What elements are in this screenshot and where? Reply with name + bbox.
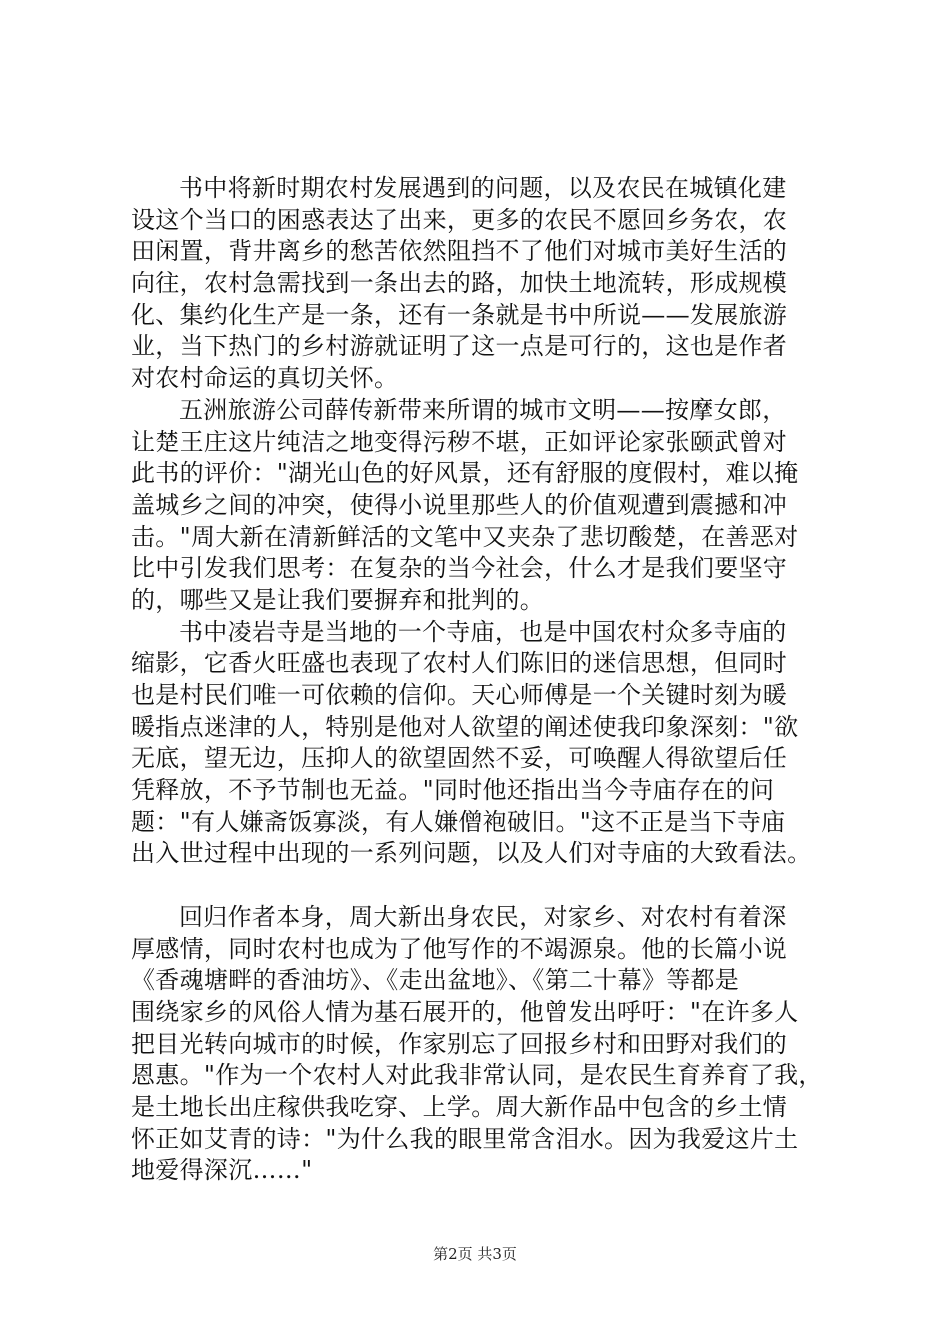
text-line: 把目光转向城市的时候，作家别忘了回报乡村和田野对我们的 [131,1029,788,1058]
text-line: 此书的评价："湖光山色的好风景，还有舒服的度假村，难以掩 [131,459,799,488]
text-line: 暖指点迷津的人，特别是他对人欲望的阐述使我印象深刻："欲 [131,712,799,741]
text-line: 怀正如艾青的诗："为什么我的眼里常含泪水。因为我爱这片土 [131,1124,799,1153]
text-line: 《香魂塘畔的香油坊》、《走出盆地》、《第二十幕》等都是 [131,966,740,995]
text-line: 无底，望无边，压抑人的欲望固然不妥，可唤醒人得欲望后任 [131,744,788,773]
text-line: 五洲旅游公司薛传新带来所谓的城市文明——按摩女郎， [179,395,787,424]
text-line: 田闲置，背井离乡的愁苦依然阻挡不了他们对城市美好生活的 [131,237,788,266]
text-line: 围绕家乡的风俗人情为基石展开的，他曾发出呼吁："在许多人 [131,997,799,1026]
text-line: 业，当下热门的乡村游就证明了这一点是可行的，这也是作者 [131,332,788,361]
text-line: 化、集约化生产是一条，还有一条就是书中所说——发展旅游 [131,300,788,329]
text-line: 书中将新时期农村发展遇到的问题，以及农民在城镇化建 [179,174,787,202]
text-line: 对农村命运的真切关怀。 [131,364,399,393]
text-line: 凭释放，不予节制也无益。"同时他还指出当今寺庙存在的问 [131,776,775,805]
page-footer: 第2页 共3页 [433,1245,517,1263]
text-line: 击。"周大新在清新鲜活的文笔中又夹杂了悲切酸楚，在善恶对 [131,522,799,551]
text-line: 让楚王庄这片纯洁之地变得污秽不堪，正如评论家张颐武曾对 [131,427,788,456]
blank-line [131,870,831,902]
text-line: 题："有人嫌斋饭寡淡，有人嫌僧袍破旧。"这不正是当下寺庙 [131,807,786,836]
text-line: 盖城乡之间的冲突，使得小说里那些人的价值观遭到震撼和冲 [131,490,788,519]
text-line: 出入世过程中出现的一系列问题，以及人们对寺庙的大致看法。 [131,839,812,868]
text-line: 回归作者本身，周大新出身农民，对家乡、对农村有着深 [179,902,787,931]
text-line: 厚感情，同时农村也成为了他写作的不竭源泉。他的长篇小说 [131,934,788,963]
text-line: 地爱得深沉……" [131,1156,313,1185]
text-line: 书中凌岩寺是当地的一个寺庙，也是中国农村众多寺庙的 [179,617,787,646]
document-body [131,173,831,1187]
text-line: 向往，农村急需找到一条出去的路，加快土地流转，形成规模 [131,269,788,298]
text-line: 的，哪些又是让我们要摒弃和批判的。 [131,585,545,614]
text-line: 也是村民们唯一可依赖的信仰。天心师傅是一个关键时刻为暖 [131,681,788,709]
text-line: 缩影，它香火旺盛也表现了农村人们陈旧的迷信思想，但同时 [131,649,788,678]
text-line: 是土地长出庄稼供我吃穿、上学。周大新作品中包含的乡土情 [131,1092,788,1121]
text-line: 恩惠。"作为一个农村人对此我非常认同，是农民生育养育了我， [131,1061,823,1090]
text-line: 设这个当口的困惑表达了出来，更多的农民不愿回乡务农，农 [131,205,788,234]
text-line: 比中引发我们思考：在复杂的当今社会，什么才是我们要坚守 [131,554,788,583]
